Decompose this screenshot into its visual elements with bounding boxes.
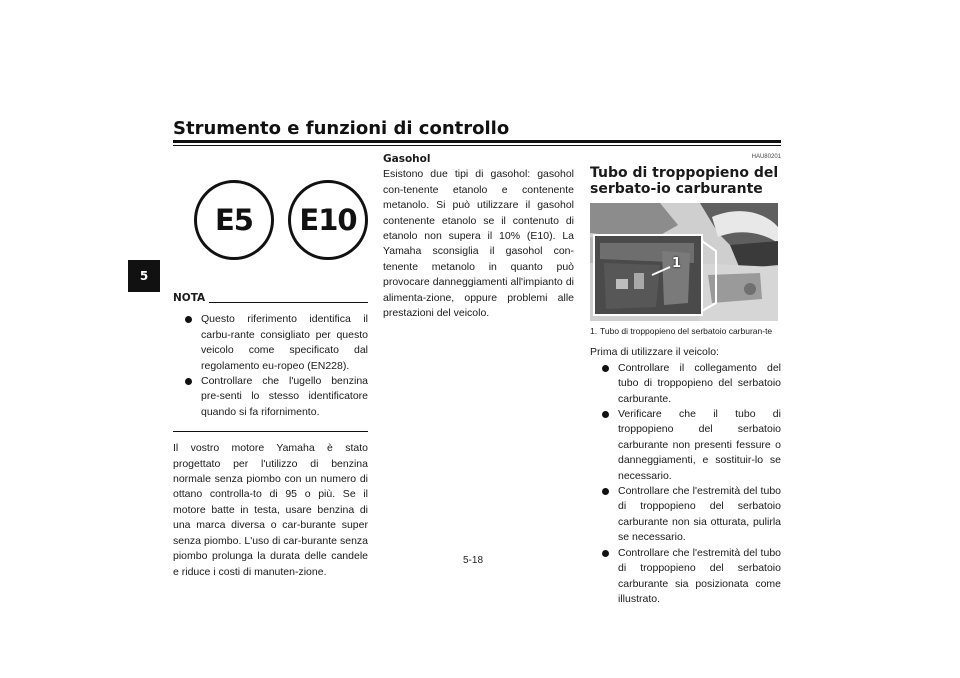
note-label: NOTA	[173, 292, 206, 304]
checklist-item: Controllare che l'estremità del tubo di troppopieno del serbatoio carburante non sia otturata, pulirla se necessario.	[600, 484, 781, 546]
photo-caption	[590, 326, 781, 337]
photo-callout-1: 1	[672, 256, 682, 272]
chapter-tab: 5	[128, 260, 160, 292]
note-item: Questo riferimento identifica il carbu-rante consigliato per questo veicolo come specificato dal regolamento eu-ropeo (EN228).	[183, 312, 368, 374]
note-heading	[173, 291, 368, 306]
fuel-badge-e5: E5	[194, 180, 274, 260]
note-list	[173, 312, 368, 420]
checklist	[590, 361, 781, 608]
caption-text: Tubo di troppopieno del serbatoio carburan-te	[600, 326, 773, 337]
octane-paragraph: Il vostro motore Yamaha è stato progettato per l'utilizzo di benzina normale senza piombo con un numero di ottano controlla-to di 95 o più. Se il motore batte in testa, usare benzina di una marca diversa o car-burante super senza piombo. L'uso di car-burante senza piombo prolunga la durata delle candele e riduce i costi di manuten-zione.	[173, 442, 368, 578]
checklist-item: Verificare che il tubo di troppopieno del serbatoio carburante non presenti fessure o danneggiamenti, e sostituir-lo se necessario.	[600, 407, 781, 484]
section-title: Tubo di troppopieno del serbato-io carburante	[590, 165, 779, 198]
checklist-item: Controllare che l'estremità del tubo di troppopieno del serbatoio carburante sia posizionata come illustrato.	[600, 546, 781, 608]
header-rule-thin	[173, 145, 781, 146]
checklist-item: Controllare il collegamento del tubo di troppopieno del serbatoio carburante.	[600, 361, 781, 407]
note-end-rule	[173, 431, 368, 432]
header-rule	[173, 140, 781, 143]
note-item: Controllare che l'ugello benzina pre-senti lo stesso identificatore quando si fa rifornimento.	[183, 374, 368, 420]
fuel-badge-e10: E10	[288, 180, 368, 260]
scooter-underside-illustration	[590, 203, 778, 321]
caption-number: 1.	[590, 326, 598, 337]
gasohol-heading: Gasohol	[383, 153, 431, 165]
checklist-intro: Prima di utilizzare il veicolo:	[590, 346, 719, 359]
middle-column	[383, 152, 574, 321]
overflow-hose-photo	[590, 203, 778, 321]
section-code: HAU80201	[751, 154, 781, 160]
note-rule	[209, 302, 368, 303]
left-column	[173, 291, 368, 580]
gasohol-paragraph: Esistono due tipi di gasohol: gasohol con-tenente etanolo e contenente metanolo. Si può utilizzare il gasohol contenente etanolo se il contenuto di etanolo non supera il 10% (E10). La Yamaha sconsiglia il gasohol con-tenente metanolo in quanto può provocare danneggiamenti all'impianto di alimenta-zione, oppure problemi alle prestazioni del veicolo.	[383, 168, 574, 320]
right-column	[590, 150, 781, 607]
page-header-title: Strumento e funzioni di controllo	[173, 118, 510, 139]
page-number: 5-18	[463, 555, 484, 566]
